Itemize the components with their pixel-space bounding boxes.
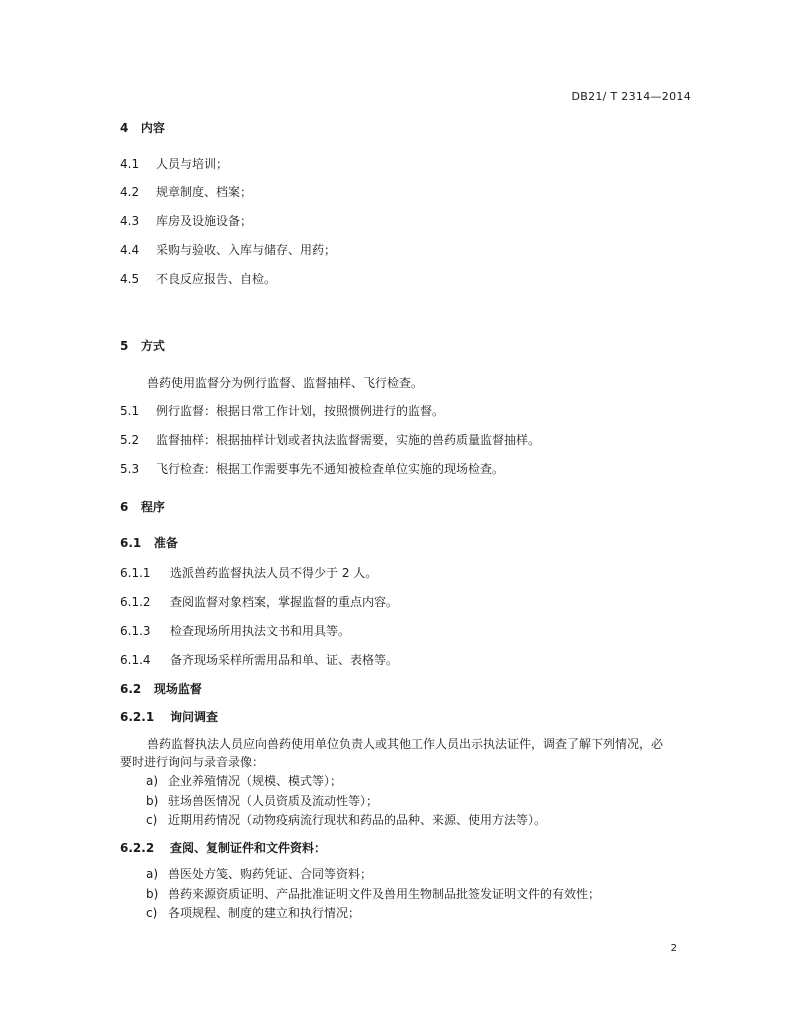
subsection-heading-6-1: 6.1 准备	[120, 536, 178, 550]
list-item: b) 兽药来源资质证明、产品批准证明文件及兽用生物制品批签发证明文件的有效性；	[146, 887, 601, 901]
subsection-heading-6-2-1: 6.2.1 询问调查	[120, 710, 219, 724]
section-title: 程序	[140, 500, 165, 514]
list-item: c) 各项规程、制度的建立和执行情况；	[146, 906, 361, 920]
page-number: 2	[670, 943, 677, 954]
list-item: 4.1 人员与培训；	[120, 157, 229, 171]
list-item: a) 企业养殖情况（规模、模式等）；	[146, 774, 343, 788]
list-item: 4.3 库房及设施设备；	[120, 214, 253, 228]
list-item: 5.1 例行监督：根据日常工作计划，按照惯例进行的监督。	[120, 404, 445, 418]
section-title: 方式	[140, 339, 165, 353]
list-item: 5.2 监督抽样：根据抽样计划或者执法监督需要，实施的兽药质量监督抽样。	[120, 433, 541, 447]
list-item: c) 近期用药情况（动物疫病流行现状和药品的品种、来源、使用方法等）。	[146, 813, 547, 827]
document-code: DB21/ T 2314—2014	[571, 90, 691, 103]
list-item: 4.5 不良反应报告、自检。	[120, 272, 277, 286]
list-item: 6.1.3 检查现场所用执法文书和用具等。	[120, 624, 351, 638]
section-number: 6	[120, 500, 129, 514]
paragraph-line: 兽药监督执法人员应向兽药使用单位负责人或其他工作人员出示执法证件，调查了解下列情况，必	[147, 737, 664, 751]
list-item: 5.3 飞行检查：根据工作需要事先不通知被检查单位实施的现场检查。	[120, 462, 505, 476]
section-heading-6	[120, 499, 165, 515]
section-intro: 兽药使用监督分为例行监督、监督抽样、飞行检查。	[147, 376, 424, 390]
subsection-heading-6-2: 6.2 现场监督	[120, 682, 202, 696]
paragraph-line: 要时进行询问与录音录像：	[120, 755, 265, 769]
section-heading-5	[120, 338, 165, 354]
list-item: 4.4 采购与验收、入库与储存、用药；	[120, 243, 337, 257]
list-item: 6.1.1 选派兽药监督执法人员不得少于 2 人。	[120, 566, 378, 580]
list-item: 6.1.2 查阅监督对象档案，掌握监督的重点内容。	[120, 595, 399, 609]
section-number: 4	[120, 121, 129, 135]
section-title: 内容	[140, 121, 165, 135]
section-heading-4	[120, 120, 165, 136]
list-item: 4.2 规章制度、档案；	[120, 185, 253, 199]
list-item: a) 兽医处方笺、购药凭证、合同等资料；	[146, 867, 373, 881]
list-item: 6.1.4 备齐现场采样所需用品和单、证、表格等。	[120, 653, 399, 667]
subsection-heading-6-2-2: 6.2.2 查阅、复制证件和文件资料：	[120, 841, 327, 855]
section-number: 5	[120, 339, 129, 353]
list-item: b) 驻场兽医情况（人员资质及流动性等）；	[146, 794, 379, 808]
